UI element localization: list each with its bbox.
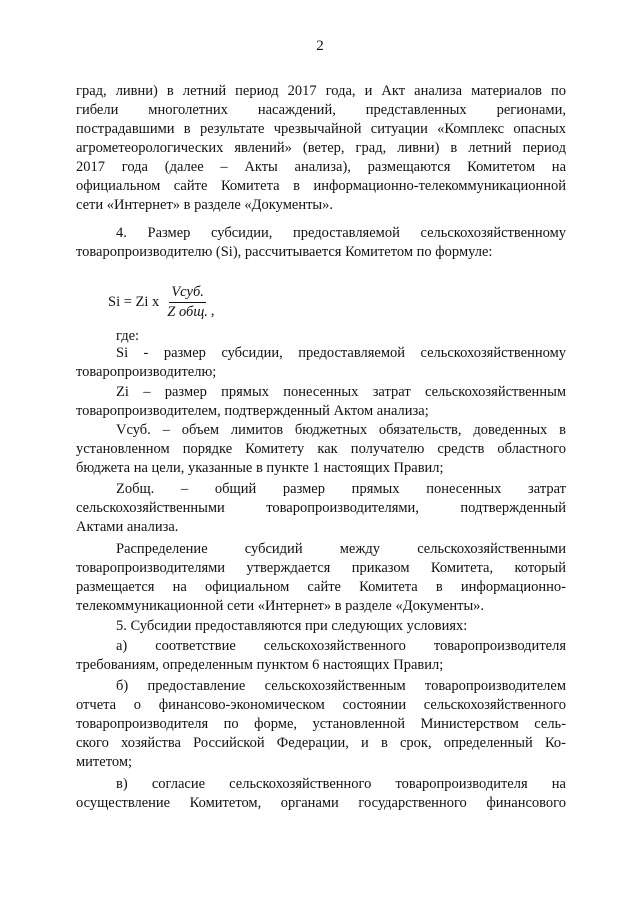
text-line: ского хозяйства Российской Федерации, и в срок, определенный Ко- [76, 735, 566, 751]
formula-numerator: Vсуб. [169, 284, 206, 303]
text-line: гибели многолетних насаждений, представленных регионами, [76, 102, 566, 118]
text-line: агрометеорологических явлений» (ветер, град, ливни) в летний период [76, 140, 566, 156]
text-line: где: [116, 328, 140, 344]
text-line: товаропроизводителю; [76, 364, 217, 380]
text-line: размещается на официальном сайте Комитета в информационно- [76, 579, 566, 595]
text-line: б) предоставление сельскохозяйственным товаропроизводителем [116, 678, 566, 694]
page-number: 2 [316, 38, 324, 54]
text-line: Распределение субсидий между сельскохозяйственными [116, 541, 566, 557]
text-line: осуществление Комитетом, органами государственного финансового [76, 795, 566, 811]
text-line: официальном сайте Комитета в информационно-телекоммуникационной [76, 178, 566, 194]
text-line: товаропроизводителя по форме, установленной Министерством сель- [76, 716, 566, 732]
text-line: а) соответствие сельскохозяйственного товаропроизводителя [116, 638, 566, 654]
text-line: товаропроизводителем, подтвержденный Актом анализа; [76, 403, 429, 419]
text-line: 4. Размер субсидии, предоставляемой сельскохозяйственному [116, 225, 566, 241]
formula-trailing: , [210, 303, 215, 319]
text-line: сельскохозяйственными товаропроизводителями, подтвержденный [76, 500, 566, 516]
text-line: установленном порядке Комитету как получателю средств областного [76, 441, 566, 457]
formula-lhs: Si = Zi x [108, 293, 160, 310]
text-line: требованиям, определенным пунктом 6 настоящих Правил; [76, 657, 444, 673]
text-line: в) согласие сельскохозяйственного товаропроизводителя на [116, 776, 566, 792]
text-line: телекоммуникационной сети «Интернет» в разделе «Документы». [76, 598, 485, 614]
text-line: 2017 года (далее – Акты анализа), размещаются Комитетом на [76, 159, 566, 175]
subsidy-formula [108, 282, 215, 322]
text-line: товаропроизводителями утверждается приказом Комитета, который [76, 560, 566, 576]
text-line: сети «Интернет» в разделе «Документы». [76, 197, 334, 213]
text-line: Актами анализа. [76, 519, 179, 535]
text-line: Zобщ. – общий размер прямых понесенных затрат [116, 481, 566, 497]
text-line: 5. Субсидии предоставляются при следующих условиях: [116, 618, 468, 634]
formula-denominator: Z общ. [167, 303, 208, 320]
text-line: Si - размер субсидии, предоставляемой сельскохозяйственному [116, 345, 566, 361]
text-line: митетом; [76, 754, 133, 770]
formula-fraction [165, 284, 210, 321]
text-line: бюджета на цели, указанные в пункте 1 настоящих Правил; [76, 460, 444, 476]
text-line: Vсуб. – объем лимитов бюджетных обязательств, доведенных в [116, 422, 566, 438]
text-line: град, ливни) в летний период 2017 года, и Акт анализа материалов по [76, 83, 566, 99]
text-line: Zi – размер прямых понесенных затрат сельскохозяйственным [116, 384, 566, 400]
text-line: отчета о финансово-экономическом состоянии сельскохозяйственного [76, 697, 566, 713]
text-line: пострадавшими в результате чрезвычайной ситуации «Комплекс опасных [76, 121, 566, 137]
text-line: товаропроизводителю (Si), рассчитывается Комитетом по формуле: [76, 244, 493, 260]
